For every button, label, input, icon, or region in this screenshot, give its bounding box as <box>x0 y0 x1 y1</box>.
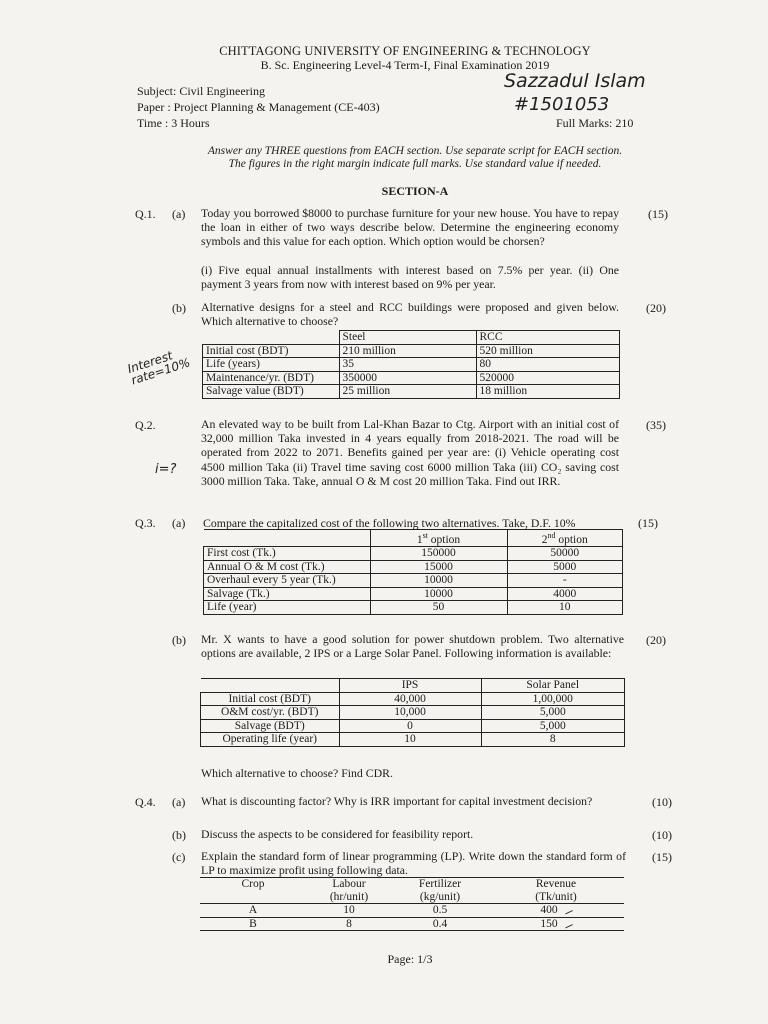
q4-number: Q.4. <box>135 795 156 809</box>
table-cell: 35 <box>339 358 476 372</box>
q3b-table <box>200 678 625 747</box>
table-header: (Tk/unit) <box>488 891 624 904</box>
table-header: Labour <box>306 878 392 891</box>
full-marks: Full Marks: 210 <box>556 116 634 130</box>
table-cell: 50000 <box>507 547 623 561</box>
table-cell: 8 <box>306 917 392 931</box>
table-header-row <box>201 679 625 693</box>
table-cell: Maintenance/yr. (BDT) <box>203 371 340 385</box>
q4c-marks: (15) <box>652 850 672 864</box>
q3-number: Q.3. <box>135 516 156 530</box>
table-cell: Overhaul every 5 year (Tk.) <box>204 574 371 588</box>
q2-number: Q.2. <box>135 418 156 432</box>
table-header-row <box>200 878 624 891</box>
table-cell: Initial cost (BDT) <box>201 692 340 706</box>
table-cell <box>204 530 371 547</box>
table-header: 2nd option <box>507 530 623 547</box>
table-row <box>204 587 623 601</box>
table-cell: 40,000 <box>339 692 481 706</box>
table-cell: 15000 <box>370 560 507 574</box>
table-cell: Initial cost (BDT) <box>203 344 340 358</box>
table-row <box>201 719 625 733</box>
table-cell: 5,000 <box>481 719 625 733</box>
table-cell: 10 <box>507 601 623 615</box>
table-cell: Annual O & M cost (Tk.) <box>204 560 371 574</box>
table-cell <box>201 679 340 693</box>
table-header-row <box>203 331 620 345</box>
table-row <box>203 358 620 372</box>
table-cell: Operating life (year) <box>201 733 340 747</box>
table-row <box>203 371 620 385</box>
university-name: CHITTAGONG UNIVERSITY OF ENGINEERING & TECHNOLOGY <box>219 44 591 58</box>
instruction-line-2: The figures in the right margin indicate full marks. Use standard value if needed. <box>228 158 602 170</box>
table-cell: 50 <box>370 601 507 615</box>
table-row <box>204 547 623 561</box>
q1a-text: Today you borrowed $8000 to purchase furniture for your new house. You have to repay the loan in either of two ways describe below. Determine the engineering economy symbols and this value for each option. Which option would be chorsen? <box>201 206 619 249</box>
q1-margin-note: Interest rate=10% <box>125 348 192 388</box>
table-cell: Life (year) <box>204 601 371 615</box>
q3b-text: Mr. X wants to have a good solution for power shutdown problem. Two alternative options are available, 2 IPS or a Large Solar Panel. Following information is available: <box>201 632 624 661</box>
table-header: Solar Panel <box>481 679 625 693</box>
q4c-label: (c) <box>172 850 186 864</box>
time-line: Time : 3 Hours <box>137 116 210 130</box>
table-cell: 18 million <box>476 385 620 399</box>
table-header: Steel <box>339 331 476 345</box>
table-cell: 10,000 <box>339 706 481 720</box>
table-cell: 10 <box>306 904 392 918</box>
table-cell: First cost (Tk.) <box>204 547 371 561</box>
q1a-options: (i) Five equal annual installments with interest based on 7.5% per year. (ii) One payment 3 years from now with interest based on 9% per year. <box>201 263 619 292</box>
table-cell <box>488 904 624 918</box>
q3a-table <box>203 529 623 615</box>
q3a-marks: (15) <box>638 516 658 530</box>
table-cell: 520000 <box>476 371 620 385</box>
q2-margin-note: i=? <box>155 462 177 477</box>
instruction-line-1: Answer any THREE questions from EACH section. Use separate script for EACH section. <box>207 145 623 157</box>
q1b-marks: (20) <box>646 301 666 315</box>
table-row <box>203 385 620 399</box>
table-cell: 0 <box>339 719 481 733</box>
table-header-row <box>204 530 623 547</box>
q2-text: An elevated way to be built from Lal-Khan Bazar to Ctg. Airport with an initial cost of 32,000 million Taka invested in 4 years equally from 2018-2021. The road will be operated from 2022 to 2071. Benefits gained per year are: (i) Vehicle operating cost 4500 million Taka (ii) Travel time saving cost 6000 million Taka (iii) CO₂ saving cost 3000 million Taka. Take, annual O & M cost 20 million Taka. Find out IRR. <box>201 417 619 488</box>
table-cell: 10000 <box>370 574 507 588</box>
table-header: Revenue <box>488 878 624 891</box>
table-cell <box>488 917 624 931</box>
table-cell: 10000 <box>370 587 507 601</box>
table-cell: 0.5 <box>392 904 488 918</box>
table-cell: O&M cost/yr. (BDT) <box>201 706 340 720</box>
q4a-label: (a) <box>172 795 186 809</box>
table-cell: A <box>200 904 306 918</box>
table-row <box>200 904 624 918</box>
table-cell: 10 <box>339 733 481 747</box>
table-row <box>203 344 620 358</box>
table-header <box>200 891 306 904</box>
table-row <box>204 601 623 615</box>
handwritten-id: #1501053 <box>514 94 610 115</box>
checkmark-icon <box>563 919 573 928</box>
q1b-label: (b) <box>172 301 186 315</box>
table-row <box>204 560 623 574</box>
table-header: (hr/unit) <box>306 891 392 904</box>
revenue-value: 400 <box>540 904 558 916</box>
table-header: Crop <box>200 878 306 891</box>
q1b-text: Alternative designs for a steel and RCC buildings were proposed and given below. Which alternative to choose? <box>201 300 619 329</box>
q3a-text: Compare the capitalized cost of the following two alternatives. Take, D.F. 10% <box>203 516 576 530</box>
table-cell <box>203 331 340 345</box>
table-row <box>204 574 623 588</box>
table-cell: 80 <box>476 358 620 372</box>
handwritten-name: Sazzadul Islam <box>504 70 646 92</box>
exam-title: B. Sc. Engineering Level-4 Term-I, Final Examination 2019 <box>260 58 550 72</box>
q1a-label: (a) <box>172 207 186 221</box>
table-cell: Salvage (Tk.) <box>204 587 371 601</box>
table-cell: 8 <box>481 733 625 747</box>
table-cell: Salvage (BDT) <box>201 719 340 733</box>
q4b-label: (b) <box>172 828 186 842</box>
paper-line: Paper : Project Planning & Management (CE-403) <box>137 100 380 114</box>
revenue-value: 150 <box>540 917 558 930</box>
section-heading: SECTION-A <box>381 184 449 198</box>
q4b-marks: (10) <box>652 828 672 842</box>
table-header-row <box>200 891 624 904</box>
table-cell: - <box>507 574 623 588</box>
q1-table <box>202 330 620 399</box>
table-row <box>200 917 624 931</box>
table-cell: 150000 <box>370 547 507 561</box>
table-cell: Life (years) <box>203 358 340 372</box>
subject-line: Subject: Civil Engineering <box>137 84 265 98</box>
table-row <box>201 692 625 706</box>
table-header: 1st option <box>370 530 507 547</box>
q2-marks: (35) <box>646 418 666 432</box>
q4c-text: Explain the standard form of linear programming (LP). Write down the standard form of LP to maximize profit using following data. <box>201 849 626 878</box>
table-cell: 4000 <box>507 587 623 601</box>
table-row <box>201 706 625 720</box>
q4a-marks: (10) <box>652 795 672 809</box>
q3b-label: (b) <box>172 633 186 647</box>
table-header: RCC <box>476 331 620 345</box>
page-number: Page: 1/3 <box>387 952 433 966</box>
table-cell: B <box>200 917 306 931</box>
table-cell: 520 million <box>476 344 620 358</box>
table-header: (kg/unit) <box>392 891 488 904</box>
table-cell: 210 million <box>339 344 476 358</box>
table-cell: 5,000 <box>481 706 625 720</box>
table-cell: 1,00,000 <box>481 692 625 706</box>
q1a-marks: (15) <box>648 207 668 221</box>
q3b-marks: (20) <box>646 633 666 647</box>
table-header: IPS <box>339 679 481 693</box>
table-cell: 25 million <box>339 385 476 399</box>
table-cell: 5000 <box>507 560 623 574</box>
q3b-question: Which alternative to choose? Find CDR. <box>201 766 393 780</box>
checkmark-icon <box>563 906 573 915</box>
table-cell: 0.4 <box>392 917 488 931</box>
table-cell: Salvage value (BDT) <box>203 385 340 399</box>
table-row <box>201 733 625 747</box>
q4c-table <box>200 877 624 931</box>
q4a-text: What is discounting factor? Why is IRR important for capital investment decision? <box>201 794 593 808</box>
table-header: Fertilizer <box>392 878 488 891</box>
table-cell: 350000 <box>339 371 476 385</box>
q3a-label: (a) <box>172 516 186 530</box>
q4b-text: Discuss the aspects to be considered for feasibility report. <box>201 827 474 841</box>
q1-number: Q.1. <box>135 207 156 221</box>
